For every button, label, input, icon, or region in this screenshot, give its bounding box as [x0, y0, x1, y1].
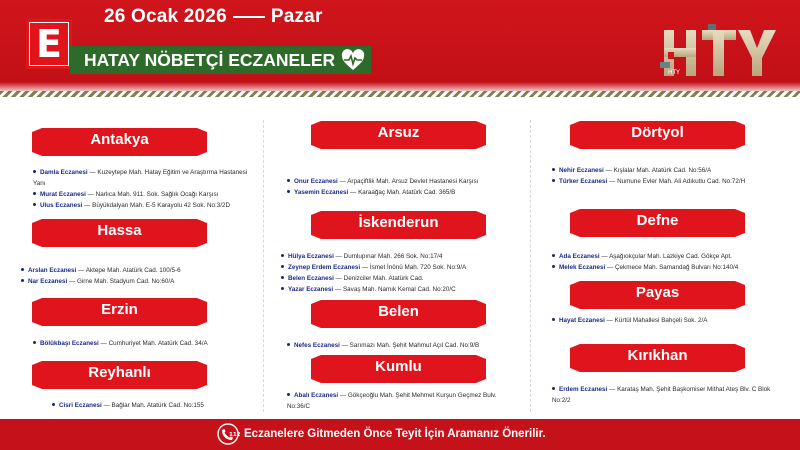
region-ribbon-defne — [570, 209, 745, 239]
region-ribbon-reyhanli — [32, 361, 207, 391]
pharmacy-entry: Belen Eczanesi — Denizciler Mah. Atatürk Cad. — [281, 273, 423, 284]
region-title: Erzin — [101, 301, 138, 318]
pharmacy-address: Cumhuriyet Mah. Atatürk Cad. 34/A — [108, 340, 208, 347]
date-text: 26 Ocak 2026 — [104, 6, 227, 27]
pharmacy-entry: Hayat Eczanesi — Kürtül Mahallesi Bahçeli Sok. 2/A — [552, 315, 707, 326]
region-ribbon-arsuz — [311, 121, 486, 151]
region-ribbon-antakya — [32, 128, 207, 158]
pharmacy-address: Denizciler Mah. Atatürk Cad. — [343, 275, 424, 282]
pharmacy-logo-letter: E — [30, 23, 68, 65]
pharmacy-entry: Hülya Eczanesi — Dumlupınar Mah. 266 Sok. No:17/4 — [281, 251, 442, 262]
pharmacy-name: Cisri Eczanesi — [59, 402, 102, 409]
pharmacy-entry: Ada Eczanesi — Aşağıokçular Mah. Lazkiye Cad. Gökçe Apt. — [552, 251, 732, 262]
pharmacy-name: Belen Eczanesi — [288, 275, 334, 282]
column-separator — [263, 120, 264, 412]
pharmacy-address: Sarımazı Mah. Şehit Mahmut Açıl Cad. No:9/B — [349, 342, 480, 349]
pharmacy-name: Yasemin Eczanesi — [294, 189, 349, 196]
pharmacy-address: Gökçeoğlu Mah. Şehit Mehmet Kurşun Geçmez Bulv. No:36/C — [287, 392, 497, 410]
pharmacy-entry: Nefes Eczanesi — Sarımazı Mah. Şehit Mahmut Açıl Cad. No:9/B — [287, 340, 479, 351]
pharmacy-address: Kışlalar Mah. Atatürk Cad. No:56/A — [613, 167, 712, 174]
pharmacy-entry: Türker Eczanesi — Numune Evler Mah. Ali Adıkutlu Cad. No:72/H — [552, 176, 745, 187]
pharmacy-address: İsmet İnönü Mah. 720 Sok. No:9/A — [369, 264, 467, 271]
phone-number-text: 112 — [229, 432, 241, 438]
pharmacy-name: Arslan Eczanesi — [28, 267, 77, 274]
region-title: İskenderun — [358, 214, 439, 231]
pharmacy-address: Savaş Mah. Namık Kemal Cad. No:20/C — [342, 286, 456, 293]
region-title: Payas — [635, 284, 680, 301]
region-ribbon-erzin — [32, 298, 207, 328]
pharmacy-name: Abalı Eczanesi — [294, 392, 339, 399]
region-title: Defne — [636, 212, 679, 229]
pharmacy-address: Girne Mah. Stadyum Cad. No:60/A — [77, 278, 175, 285]
phone-112-icon — [217, 423, 239, 445]
pharmacy-address: Bağlar Mah. Atatürk Cad. No:155 — [111, 402, 204, 409]
region-ribbon-payas — [570, 281, 745, 311]
region-ribbon-belen — [311, 300, 486, 330]
pharmacy-address: Büyükdalyan Mah. E-5 Karayolu 42 Sok. No:3/2D — [92, 202, 231, 209]
pharmacy-name: Yazar Eczanesi — [288, 286, 334, 293]
hty-brand-text: HTY — [668, 69, 680, 76]
pharmacy-address: Arpaçiftlik Mah. Arsuz Devlet Hastanesi Karşısı — [347, 178, 479, 185]
pharmacy-name: Nehir Eczanesi — [559, 167, 604, 174]
region-title: Arsuz — [377, 124, 420, 141]
pharmacy-address: Kuzeytepe Mah. Hatay Eğitim ve Araştırma Hastanesi Yanı — [33, 169, 248, 187]
pharmacy-entry: Cisri Eczanesi — Bağlar Mah. Atatürk Cad. No:155 — [52, 400, 204, 411]
pharmacy-name: Zeynep Erdem Eczanesi — [288, 264, 361, 271]
region-title: Belen — [378, 303, 419, 320]
date-line — [104, 6, 323, 28]
column-separator — [530, 120, 531, 412]
pharmacy-entry: Murat Eczanesi — Narlıca Mah. 911. Sok. Sağlık Ocağı Karşısı — [33, 189, 218, 200]
region-ribbon-kumlu — [311, 355, 486, 385]
pharmacy-address: Çekmece Mah. Samandağ Bulvarı No:140/4 — [615, 264, 739, 271]
region-ribbon-kirikhan — [570, 344, 745, 374]
pharmacy-entry: Zeynep Erdem Eczanesi — İsmet İnönü Mah. 720 Sok. No:9/A — [281, 262, 466, 273]
pharmacy-address: Kürtül Mahallesi Bahçeli Sok. 2/A — [614, 317, 708, 324]
pharmacy-name: Nar Eczanesi — [28, 278, 68, 285]
pharmacy-entry: Melek Eczanesi — Çekmece Mah. Samandağ Bulvarı No:140/4 — [552, 262, 738, 273]
pharmacy-name: Ulus Eczanesi — [40, 202, 83, 209]
pharmacy-name: Hayat Eczanesi — [559, 317, 605, 324]
pharmacy-name: Murat Eczanesi — [40, 191, 86, 198]
page-title-text: HATAY NÖBETÇİ ECZANELER — [84, 50, 336, 70]
region-title: Antakya — [90, 131, 149, 148]
pharmacy-entry: Yazar Eczanesi — Savaş Mah. Namık Kemal Cad. No:20/C — [281, 284, 456, 295]
pharmacy-entry: Damla Eczanesi — Kuzeytepe Mah. Hatay Eğitim ve Araştırma Hastanesi Yanı — [33, 169, 248, 187]
pharmacy-entry: Nar Eczanesi — Girne Mah. Stadyum Cad. No:60/A — [21, 276, 174, 287]
pharmacy-address: Aşağıokçular Mah. Lazkiye Cad. Gökçe Apt. — [609, 253, 732, 260]
pharmacy-logo — [26, 19, 72, 69]
region-ribbon-dortyol — [570, 121, 745, 151]
pharmacy-name: Türker Eczanesi — [559, 178, 608, 185]
region-title: Kırıkhan — [627, 347, 688, 364]
region-title: Dörtyol — [631, 124, 684, 141]
pharmacy-name: Melek Eczanesi — [559, 264, 606, 271]
pharmacy-entry: Ulus Eczanesi — Büyükdalyan Mah. E-5 Karayolu 42 Sok. No:3/2D — [33, 200, 230, 211]
region-ribbon-hassa — [32, 219, 207, 249]
page-title — [70, 46, 371, 74]
pharmacy-name: Hülya Eczanesi — [288, 253, 334, 260]
pharmacy-name: Ada Eczanesi — [559, 253, 600, 260]
region-title: Kumlu — [375, 358, 422, 375]
pharmacy-entry: Nehir Eczanesi — Kışlalar Mah. Atatürk Cad. No:56/A — [552, 165, 711, 176]
pharmacy-address: Dumlupınar Mah. 266 Sok. No:17/4 — [343, 253, 443, 260]
hty-brand-mark — [656, 22, 778, 82]
pharmacy-name: Bölükbaşı Eczanesi — [40, 340, 99, 347]
footer-notice: Eczanelere Gitmeden Önce Teyit İçin Aramanız Önerilir. — [244, 428, 546, 440]
pharmacy-name: Damla Eczanesi — [40, 169, 88, 176]
pharmacy-address: Narlıca Mah. 911. Sok. Sağlık Ocağı Karşısı — [95, 191, 219, 198]
pharmacy-entry: Bölükbaşı Eczanesi — Cumhuriyet Mah. Atatürk Cad. 34/A — [33, 338, 208, 349]
date-dash — [233, 16, 265, 18]
region-ribbon-iskenderun — [311, 211, 486, 241]
pharmacy-entry: Arslan Eczanesi — Aktepe Mah. Atatürk Cad. 100/5-6 — [21, 265, 181, 276]
pharmacy-name: Erdem Eczanesi — [559, 386, 608, 393]
heart-pulse-icon — [341, 49, 365, 71]
region-title: Hassa — [97, 222, 142, 239]
pharmacy-entry: Onur Eczanesi — Arpaçiftlik Mah. Arsuz Devlet Hastanesi Karşısı — [287, 176, 478, 187]
pharmacy-name: Onur Eczanesi — [294, 178, 338, 185]
pharmacy-entry: Yasemin Eczanesi — Karaağaç Mah. Atatürk Cad. 365/B — [287, 187, 455, 198]
pharmacy-address: Karaağaç Mah. Atatürk Cad. 365/B — [358, 189, 456, 196]
pharmacy-name: Nefes Eczanesi — [294, 342, 340, 349]
decorative-stripe — [0, 91, 800, 97]
pharmacy-entry: Erdem Eczanesi — Karataş Mah. Şehit Başkomiser Mithat Ateş Blv. C Blok No:2/2 — [552, 386, 771, 404]
pharmacy-address: Numune Evler Mah. Ali Adıkutlu Cad. No:72/H — [617, 178, 746, 185]
pharmacy-address: Karataş Mah. Şehit Başkomiser Mithat Ateş Blv. C Blok No:2/2 — [552, 386, 771, 404]
pharmacy-entry: Abalı Eczanesi — Gökçeoğlu Mah. Şehit Mehmet Kurşun Geçmez Bulv. No:36/C — [287, 392, 497, 410]
region-title: Reyhanlı — [88, 364, 151, 381]
pharmacy-address: Aktepe Mah. Atatürk Cad. 100/5-6 — [85, 267, 181, 274]
day-text: Pazar — [270, 6, 323, 27]
